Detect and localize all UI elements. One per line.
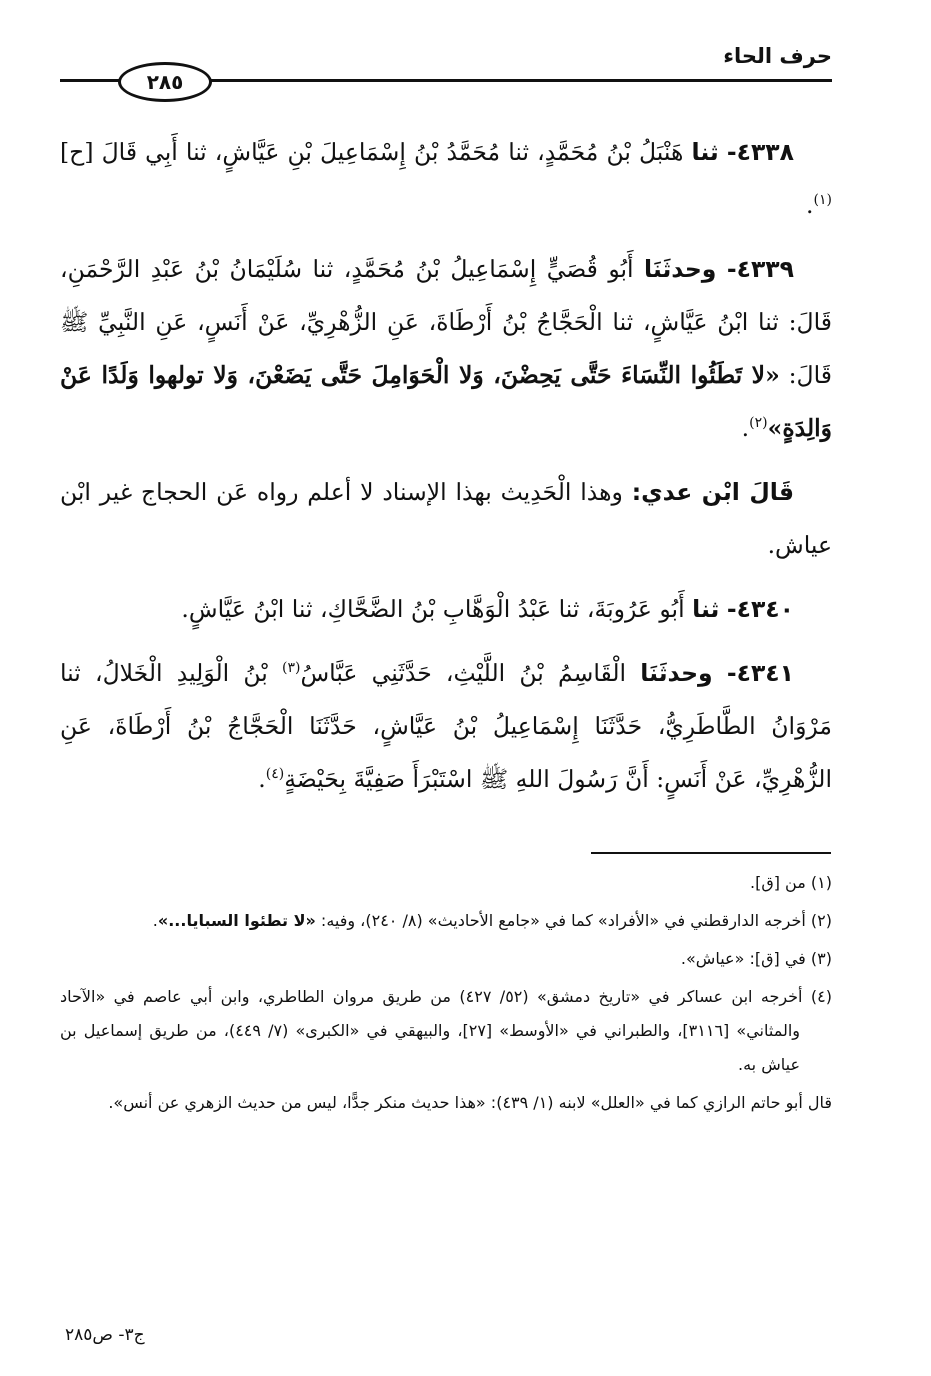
footnote-text: من [ق]. xyxy=(749,873,806,892)
entry-lead: ثنا xyxy=(692,595,720,623)
page-header xyxy=(60,38,832,98)
footnote-1 xyxy=(60,866,832,900)
entry-4341 xyxy=(60,647,832,806)
entry-text: بْنُ الْوَلِيدِ الْخَلالُ، ثنا مَرْوَانُ الطَّاطَرِيُّ، حَدَّثَنَا إِسْمَاعِيلُ بْنُ عَيَّاشٍ، حَدَّثَنَا الْحَجَّاجُ بْنُ أَرْطَاةَ، عَنِ الزُّهْرِيِّ، عَنْ أَنَسٍ: أَنَّ رَسُولَ اللهِ ﷺ اسْتَبْرَأَ صَفِيَّةَ بِحَيْضَةٍ xyxy=(60,659,832,793)
entry-lead: ثنا xyxy=(691,138,719,166)
footnote-bold: «لا تطئوا السبايا...» xyxy=(157,911,316,930)
footnote-tail: . xyxy=(152,911,158,930)
entry-4339 xyxy=(60,243,832,455)
entry-tail: . xyxy=(741,414,750,442)
footnote-marker: (٢) xyxy=(810,911,832,930)
footnote-text: في [ق]: «عياش». xyxy=(680,949,806,968)
footnote-text: أخرجه الدارقطني في «الأفراد» كما في «جامع الأحاديث» (٨/ ٢٤٠)، وفيه: xyxy=(320,911,806,930)
footnote-marker: (٣) xyxy=(810,949,832,968)
entry-lead: وحدثَنَا xyxy=(644,255,717,283)
entry-text: هَنْبَلُ بْنُ مُحَمَّدٍ، ثنا مُحَمَّدُ بْنُ إِسْمَاعِيلَ بْنِ عَيَّاشٍ، ثنا أَبِي قَالَ [ح] xyxy=(60,138,684,166)
entry-4340 xyxy=(60,583,832,636)
entry-lead: قَالَ ابْن عدي: xyxy=(631,478,794,506)
footnote-ref: (٢) xyxy=(749,415,768,432)
footnote-4-continuation: قال أبو حاتم الرازي كما في «العلل» لابنه (١/ ٤٣٩): «هذا حديث منكر جدًّا، ليس من حديث الزهري عن أنس». xyxy=(108,1093,832,1112)
footnote-ref: (٣) xyxy=(282,660,301,677)
entry-text: وهذا الْحَدِيث بهذا الإسناد لا أعلم رواه عَن الحجاج غير ابْن عياش. xyxy=(60,478,832,559)
footnote-ref: (١) xyxy=(813,192,832,209)
main-text xyxy=(60,126,832,817)
entry-number: ٤٣٤٠- xyxy=(726,595,794,623)
entry-text: أَبُو قُصَيٍّ إِسْمَاعِيلُ بْنُ مُحَمَّدٍ، ثنا سُلَيْمَانُ بْنُ عَبْدِ الرَّحْمَنِ، قَالَ: ثنا ابْنُ عَيَّاشٍ، ثنا الْحَجَّاجُ بْنُ أَرْطَاةَ، عَنِ الزُّهْرِيِّ، عَنْ أَنَسٍ، عَنِ النَّبِيِّ ﷺ قَالَ: xyxy=(60,255,832,389)
footnote-marker: (١) xyxy=(810,873,832,892)
entry-lead: وحدثَنَا xyxy=(640,659,713,687)
chapter-title: حرف الحاء xyxy=(723,44,832,68)
entry-4338 xyxy=(60,126,832,232)
entry-text: أَبُو عَرُوبَةَ، ثنا عَبْدُ الْوَهَّابِ بْنُ الضَّحَّاكِ، ثنا ابْنُ عَيَّاشٍ. xyxy=(181,595,685,623)
footnote-text: أخرجه ابن عساكر في «تاريخ دمشق» (٥٢/ ٤٢٧) من طريق مروان الطاطري، وابن أبي عاصم في «الآحاد والمثاني» [٣١١٦]، والطبراني في «الأوسط» [٢٧]، والبيهقي في «الكبرى» (٧/ ٤٤٩)، من طريق إسماعيل بن عياش به. xyxy=(60,987,803,1074)
hadith-text: «لا تَطَئُوا النِّسَاءَ حَتَّى يَحِضْنَ، وَلا الْحَوَامِلَ حَتَّى يَضَعْنَ، وَلا تولهوا وَلَدًا عَنْ وَالِدَةٍ» xyxy=(60,361,832,442)
ibn-adi-comment xyxy=(60,466,832,572)
entry-number: ٤٣٣٩- xyxy=(726,255,794,283)
footnotes xyxy=(60,866,832,1120)
footnote-3 xyxy=(60,942,832,976)
page-number: ٢٨٥ xyxy=(118,62,212,102)
footnote-4 xyxy=(60,980,832,1082)
footnote-separator xyxy=(591,852,831,854)
footnote-ref: (٤) xyxy=(265,766,285,783)
entry-text-start: الْقَاسِمُ بْنُ اللَّيْثِ، حَدَّثَنِي عَبَّاسُ xyxy=(300,659,627,687)
footnote-2 xyxy=(60,904,832,938)
footnote-marker: (٤) xyxy=(810,987,832,1006)
entry-number: ٤٣٣٨- xyxy=(726,138,794,166)
entry-tail: . xyxy=(258,765,266,793)
entry-tail: . xyxy=(806,191,814,219)
volume-page-reference: ج٣- ص٢٨٥ xyxy=(65,1325,145,1345)
entry-number: ٤٣٤١- xyxy=(726,659,794,687)
